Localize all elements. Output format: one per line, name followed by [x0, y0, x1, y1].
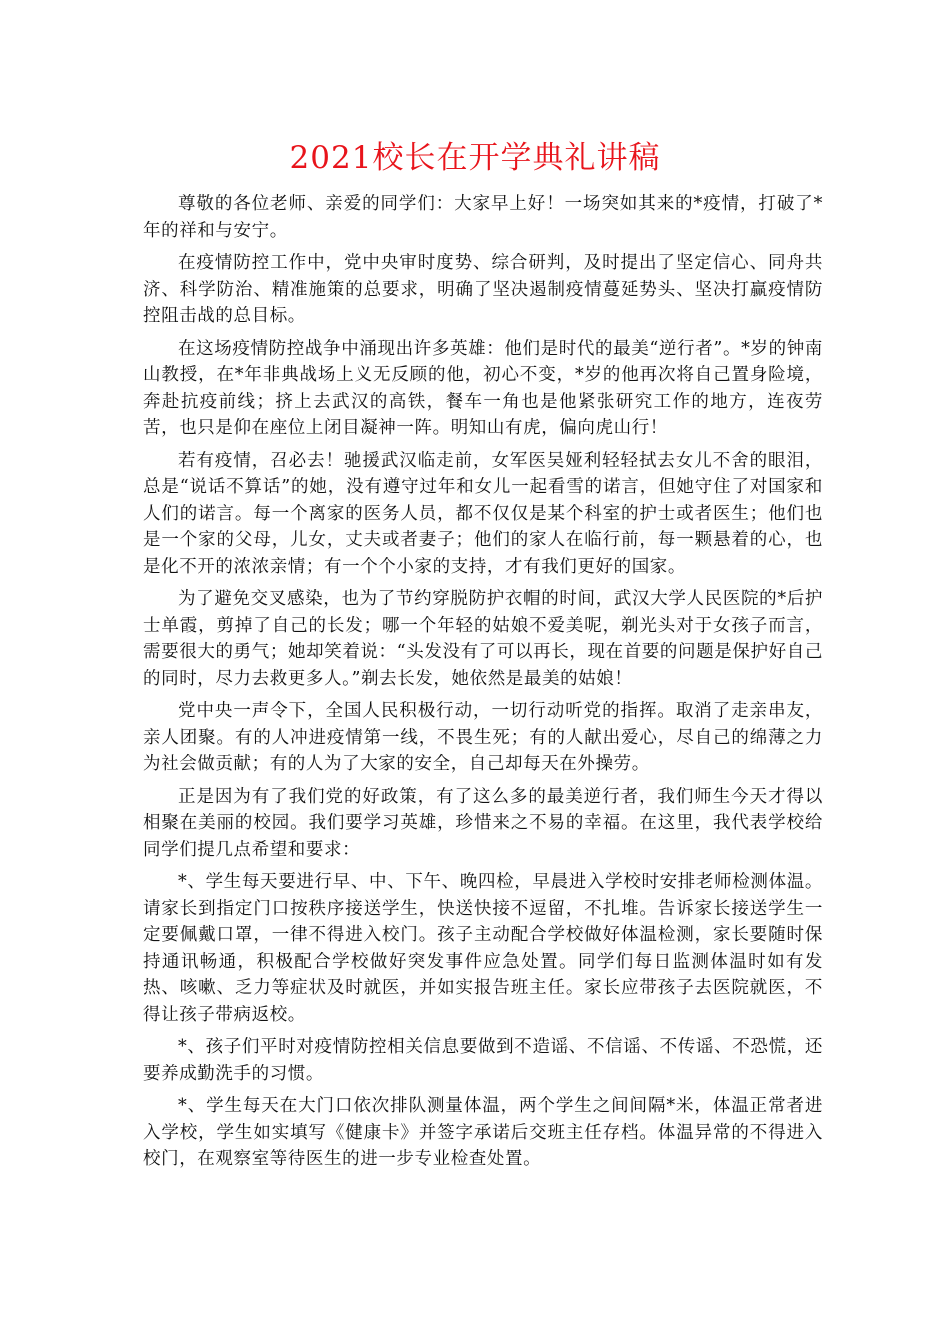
- paragraph-requirements-intro: 正是因为有了我们党的好政策，有了这么多的最美逆行者，我们师生今天才得以相聚在美丽的校园。我们要学习英雄，珍惜来之不易的幸福。在这里，我代表学校给同学们提几点希望和要求：: [143, 786, 823, 860]
- paragraph-nurse: 为了避免交叉感染，也为了节约穿脱防护衣帽的时间，武汉大学人民医院的*后护士单霞，剪掉了自己的长发；哪一个年轻的姑娘不爱美呢，剃光头对于女孩子而言，需要很大的勇气；她却笑着说：“头发没有了可以再长，现在首要的问题是保护好自己的同时，尽力去救更多人。”剃去长发，她依然是最美的姑娘！: [143, 589, 823, 689]
- paragraph-heroes: 在这场疫情防控战争中涌现出许多英雄：他们是时代的最美“逆行者”。*岁的钟南山教授，在*年非典战场上义无反顾的他，初心不变，*岁的他再次将自己置身险境，奔赴抗疫前线；挤上去武汉的高铁，餐车一角也是他紧张研究工作的地方，连夜劳苦，也只是仰在座位上闭目凝神一阵。明知山有虎，偏向虎山行！: [143, 338, 823, 438]
- paragraph-requirement-entrance: *、学生每天在大门口依次排队测量体温，两个学生之间间隔*米，体温正常者进入学校，学生如实填写《健康卡》并签字承诺后交班主任存档。体温异常的不得进入校门，在观察室等待医生的进一步专业检查处置。: [143, 1096, 823, 1169]
- document-body: [143, 191, 823, 1179]
- paragraph-requirement-rumors: *、孩子们平时对疫情防控相关信息要做到不造谣、不信谣、不传谣、不恐慌，还要养成勤洗手的习惯。: [143, 1037, 823, 1084]
- paragraph-policy: 在疫情防控工作中，党中央审时度势、综合研判，及时提出了坚定信心、同舟共济、科学防治、精准施策的总要求，明确了坚决遏制疫情蔓延势头、坚决打赢疫情防控阻击战的总目标。: [143, 253, 823, 326]
- paragraph-nation-action: 党中央一声令下，全国人民积极行动，一切行动听党的指挥。取消了走亲串友，亲人团聚。有的人冲进疫情第一线，不畏生死；有的人献出爱心，尽自己的绵薄之力为社会做贡献；有的人为了大家的安全，自己却每天在外操劳。: [143, 701, 823, 774]
- paragraph-greeting: 尊敬的各位老师、亲爱的同学们：大家早上好！一场突如其来的*疫情，打破了*年的祥和与安宁。: [143, 194, 823, 241]
- document-title: 2021校长在开学典礼讲稿: [289, 140, 661, 176]
- paragraph-requirement-temperature: *、学生每天要进行早、中、下午、晚四检，早晨进入学校时安排老师检测体温。请家长到指定门口按秩序接送学生，快送快接不逗留，不扎堆。告诉家长接送学生一定要佩戴口罩，一律不得进入校门。孩子主动配合学校做好体温检测，家长要随时保持通讯畅通，积极配合学校做好突发事件应急处置。同学们每日监测体温时如有发热、咳嗽、乏力等症状及时就医，并如实报告班主任。家长应带孩子去医院就医，不得让孩子带病返校。: [143, 872, 823, 1025]
- paragraph-military-doctor: 若有疫情，召必去！驰援武汉临走前，女军医吴娅利轻轻拭去女儿不舍的眼泪，总是“说话不算话”的她，没有遵守过年和女儿一起看雪的诺言，但她守住了对国家和人们的诺言。每一个离家的医务人员，都不仅仅是某个科室的护士或者医生；他们也是一个家的父母，儿女，丈夫或者妻子；他们的家人在临行前，每一颗悬着的心，也是化不开的浓浓亲情；有一个个小家的支持，才有我们更好的国家。: [143, 450, 823, 577]
